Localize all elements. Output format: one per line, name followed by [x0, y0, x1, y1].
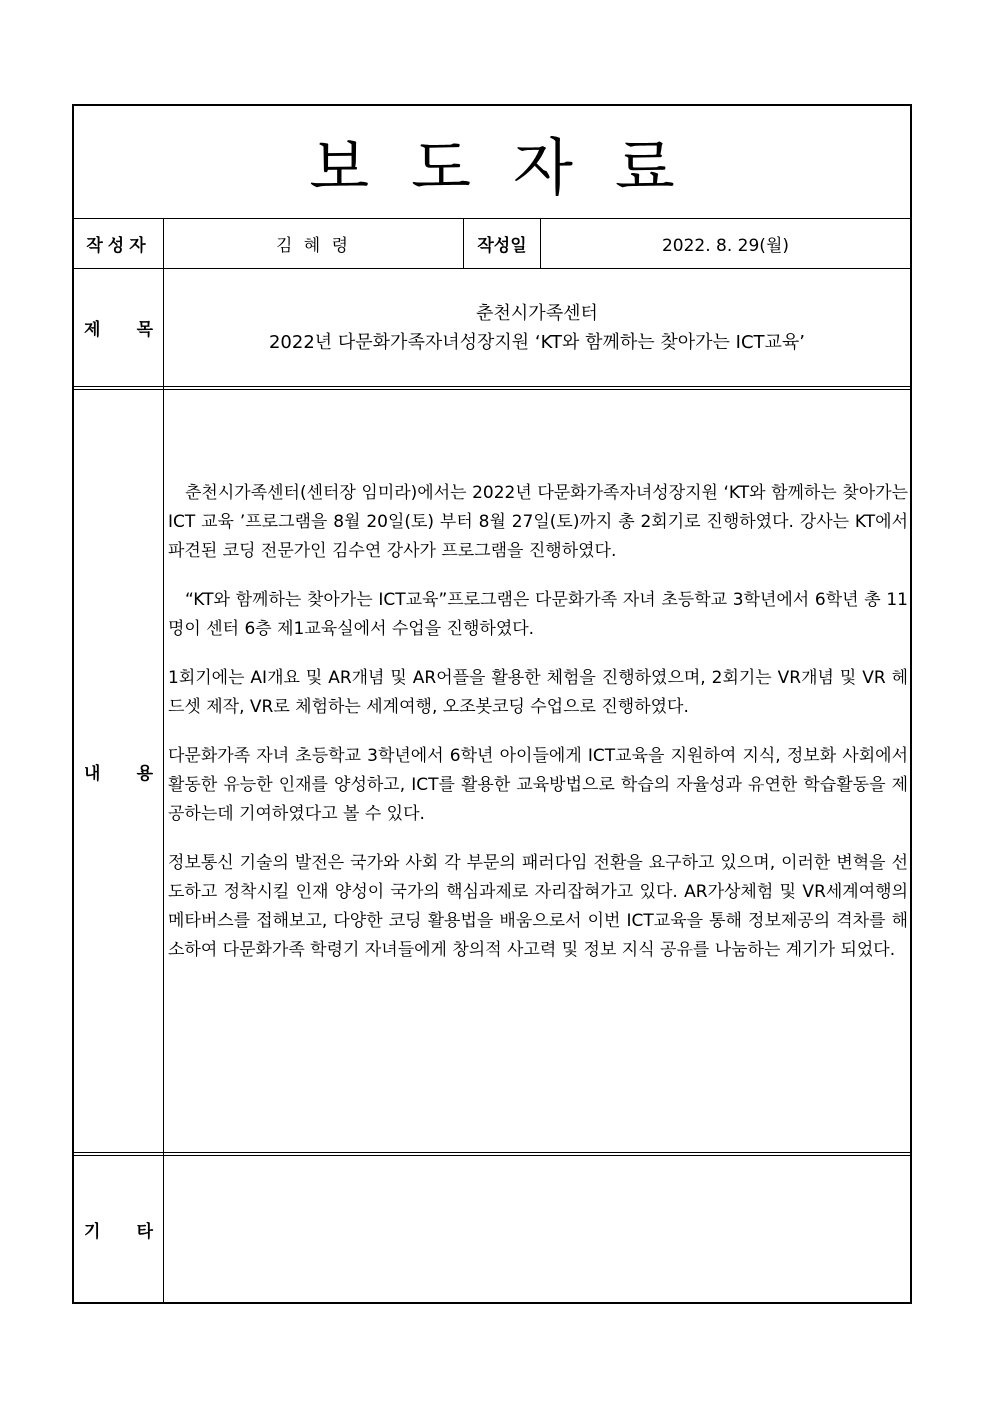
content-paragraph-1: 춘천시가족센터(센터장 임미라)에서는 2022년 다문화가족자녀성장지원 ‘KT와 함께하는 찾아가는 ICT 교육 ’프로그램을 8월 20일(토) 부터 8월 27일(토)까지 총 2회기로 진행하였다. 강사는 KT에서 파견된 코딩 전문가인 김수연 강사가 프로그램을 진행하였다. — [168, 483, 908, 561]
etc-label-left: 기 — [84, 1221, 101, 1242]
etc-label — [74, 1156, 163, 1302]
press-release-form — [72, 104, 912, 1304]
content-label-right: 용 — [136, 763, 153, 784]
subject-label-right: 목 — [136, 320, 153, 340]
document-title: 보도자료 — [309, 130, 717, 204]
date-label: 작성일 — [477, 236, 527, 256]
subject-line-2: 2022년 다문화가족자녀성장지원 ‘KT와 함께하는 찾아가는 ICT교육’ — [268, 331, 806, 353]
content-paragraph-2: “KT와 함께하는 찾아가는 ICT교육”프로그램은 다문화가족 자녀 초등학교 3학년에서 6학년 총 11명이 센터 6층 제1교육실에서 수업을 진행하였다. — [168, 590, 908, 639]
content-label-left: 내 — [84, 763, 101, 784]
rule-below-content-1 — [74, 1152, 910, 1153]
etc-label-right: 타 — [136, 1221, 153, 1242]
content-paragraph-3: 1회기에는 AI개요 및 AR개념 및 AR어플을 활용한 체험을 진행하였으며, 2회기는 VR개념 및 VR 헤드셋 제작, VR로 체험하는 세계여행, 오조봇코딩 수업으로 진행하였다. — [168, 668, 908, 717]
author-label: 작성자 — [86, 236, 151, 256]
content-body — [168, 479, 908, 985]
content-paragraph-5: 정보통신 기술의 발전은 국가와 사회 각 부문의 패러다임 전환을 요구하고 있으며, 이러한 변혁을 선도하고 정착시킬 인재 양성이 국가의 핵심과제로 자리잡혀가고 있다. AR가상체험 및 VR세계여행의 메타버스를 접해보고, 다양한 코딩 활용법을 배움으로서 이번 ICT교육을 통해 정보제공의 격차를 해소하여 다문화가족 학령기 자녀들에게 창의적 사고력 및 정보 지식 공유를 나눔하는 계기가 되었다. — [168, 853, 908, 960]
rule-below-subject-1 — [74, 386, 910, 387]
subject-value — [164, 269, 910, 386]
date-value: 2022. 8. 29(월) — [661, 236, 789, 256]
content-paragraph-4: 다문화가족 자녀 초등학교 3학년에서 6학년 아이들에게 ICT교육을 지원하여 지식, 정보화 사회에서 활동한 유능한 인재를 양성하고, ICT를 활용한 교육방법으로 학습의 자율성과 유연한 학습활동을 제공하는데 기여하였다고 볼 수 있다. — [168, 746, 908, 824]
author-value: 김 혜 령 — [275, 236, 352, 256]
subject-label-left: 제 — [84, 320, 101, 340]
subject-label — [74, 269, 163, 386]
etc-value — [164, 1156, 910, 1302]
content-label — [74, 390, 163, 1152]
rule-below-subject-2 — [74, 389, 910, 390]
subject-line-1: 춘천시가족센터 — [476, 302, 598, 324]
